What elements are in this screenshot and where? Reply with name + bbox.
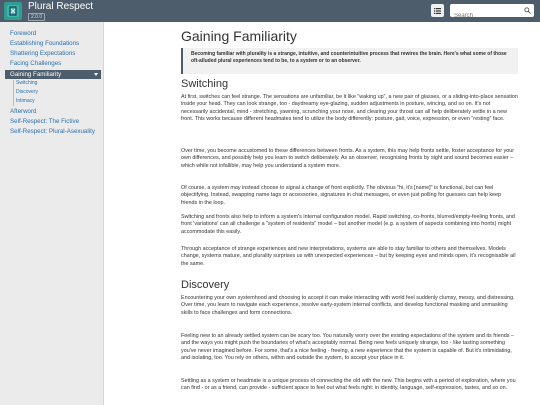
caret-down-icon — [94, 73, 98, 76]
sidebar — [0, 22, 104, 405]
search-box — [450, 4, 534, 17]
paragraph: At first, switches can feel strange. The sensations are unfamiliar, be it like "waking up", a new pair of glasses, or a sliding-into-place sensation inside your head. They can look strange, too - daydreamy eye-glazing, sudden adjustments in posture, wincing, and so on. It's not necessarily accidental, mind - stretching, yawning, scrunching your nose, and clearing your throat can all help deliberately settle in a new front. This works because different headmates tend to utilize the body differently: posture, gait, voice, expression, or even "resting" face. — [181, 94, 518, 123]
section-heading-discovery: Discovery — [181, 279, 230, 291]
page-title: Gaining Familiarity — [181, 28, 297, 44]
top-navbar — [0, 0, 540, 22]
list-menu-button[interactable] — [431, 4, 444, 17]
sidebar-item-label: Gaining Familiarity — [10, 71, 62, 78]
subnav-divider — [13, 80, 14, 106]
sidebar-item-gaining-familiarity[interactable] — [5, 70, 101, 79]
sidebar-subitem-intimacy[interactable]: Intimacy — [16, 98, 35, 104]
brand-title[interactable]: Plural Respect — [28, 1, 94, 12]
paragraph: Over time, you become accustomed to these differences between fronts. As a system, this may help fronts settle, foster acceptance for your own differences, and possibly help you learn to switch deliberately. As an observer, recognising fronts by sight and sound becomes easier – which while not infallible, may help you understand a system more. — [181, 148, 515, 169]
paragraph: Encountering your own systemhood and choosing to accept it can make interacting with world feel suddenly clumsy, messy, and distressing. Over time, you learn to navigate each experience, resolve early-system internal conflicts, and develop functional masking and unmasking skills to face challenges and form connections. — [181, 295, 515, 316]
sidebar-item-establishing-foundations[interactable]: Establishing Foundations — [10, 40, 80, 47]
section-heading-switching: Switching — [181, 78, 229, 90]
intro-blockquote: Becoming familiar with plurality is a strange, intuitive, and counterintuitive process that rewires the brain. Here's what some of those oft-alluded plural experiences tend to be, to a system or to an observer. — [181, 48, 518, 74]
search-input[interactable] — [450, 10, 520, 23]
list-icon — [434, 8, 441, 14]
sidebar-item-shattering-expectations[interactable]: Shattering Expectations — [10, 50, 76, 57]
paragraph: Settling as a system or headmate is a unique process of connecting the old with the new. This begins with a period of exploration, where you can find - or as a friend, can provide - sufficient space to feel out what feels right: in identity, language, self-expression, tastes, and so on. — [181, 378, 516, 392]
sidebar-subitem-switching[interactable]: Switching — [16, 80, 38, 86]
sidebar-item-foreword[interactable]: Foreword — [10, 30, 37, 37]
paragraph: Switching and fronts also help to inform a system's internal configuration model. Rapid switching, co-fronts, blurred/empty-feeling fronts, and front 'variations' can all challenge a "system of residents" model – but another model (e.g. a system of aspects combining into fronts) might accommodate this easily. — [181, 214, 515, 235]
logo-icon[interactable] — [4, 2, 22, 20]
sidebar-item-self-respect-fictive[interactable]: Self-Respect: The Fictive — [10, 118, 80, 125]
paragraph: Feeling new to an already settled system can be scary too. You naturally worry over the existing expectations of the system and its friends – and the ways you might push the boundaries of what's acceptably normal. Being new feels uniquely strange, too - like tasting something you've never imagined before. For some, that's a nice feeling - freeing, a new experience that the system is capable of. But it's intimidating, and isolating, too. You rely on others, within and outside the system, to accept your place in it. — [181, 333, 514, 362]
sidebar-item-afterword[interactable]: Afterword — [10, 108, 37, 115]
paragraph: Through acceptance of strange experiences and new interpretations, systems are able to stay familiar to others and themselves. Models change, systems mature, and plurality surprises us with unexpected experiences – but by keeping eyes and minds open, it's recognisable all the same. — [181, 246, 516, 267]
paragraph: Of course, a system may instead choose to signal a change of front explicitly. The obvious "hi, it's [name]" is functional, but can feel objectifying. Instead, swapping name tags or accessories, signatures in chat messages, or even just polling for guesses can help keep friends in the loop. — [181, 185, 502, 206]
sidebar-item-self-respect-plural-asexuality[interactable]: Self-Respect: Plural-Asexuality — [10, 128, 95, 135]
sidebar-item-facing-challenges[interactable]: Facing Challenges — [10, 60, 62, 67]
search-icon[interactable] — [524, 7, 531, 14]
version-badge: 2.0.0 — [28, 13, 45, 21]
sidebar-subitem-discovery[interactable]: Discovery — [16, 89, 38, 95]
